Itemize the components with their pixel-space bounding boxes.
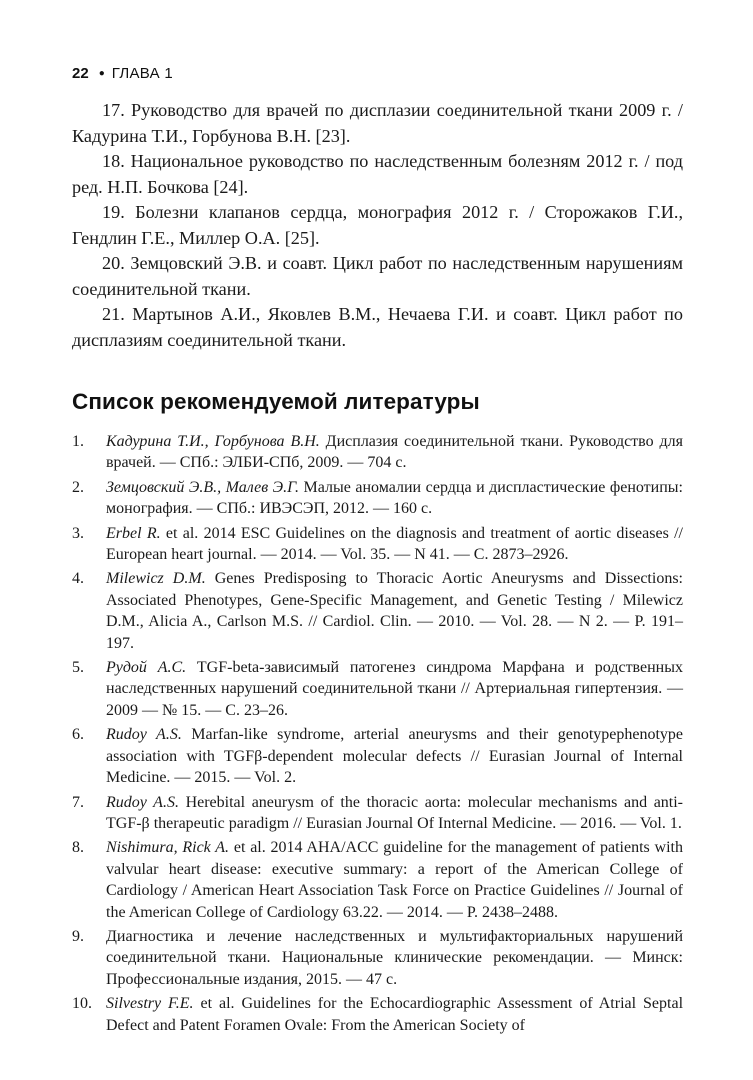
- item-number: 1.: [72, 433, 84, 450]
- item-authors: Silvestry F.E.: [106, 995, 194, 1013]
- item-text: Genes Predisposing to Thoracic Aortic Aneurysms and Dissections: Associated Phenotypes, Gene-Specific Management, and Genetic Testing / Milewicz D.M., Alicia A., Carlson M.S. // Cardiol. Clin. — 2010. — Vol. 28. — N 2. — P. 191–197.: [106, 570, 683, 652]
- item-text: et al. 2014 AHA/ACC guideline for the management of patients with valvular heart disease: executive summary: a report of the American College of Cardiology / American Heart Association Task Force on Practice Guidelines // Journal of the American College of Cardiology 63.22. — 2014. — P. 2438–2488.: [106, 839, 683, 921]
- item-number: 3.: [72, 524, 84, 542]
- item-authors: Кадурина Т.И., Горбунова В.Н.: [106, 433, 320, 450]
- book-page: [72, 62, 683, 1039]
- literature-item: [72, 837, 683, 923]
- item-text: Marfan-like syndrome, arterial aneurysms and their genotypephenotype association with TGFβ-dependent molecular defects // Eurasian Journal of Internal Medicine. — 2015. — Vol. 2.: [106, 726, 684, 787]
- page-number: 22: [72, 64, 89, 82]
- reference-item: 18. Национальное руководство по наследственным болезням 2012 г. / под ред. Н.П. Бочкова [24].: [72, 151, 683, 197]
- item-number: 8.: [72, 839, 84, 857]
- item-authors: Земцовский Э.В., Малев Э.Г.: [106, 478, 300, 496]
- recommended-literature-list: [72, 431, 683, 1036]
- previous-references: [72, 98, 683, 353]
- chapter-title: ГЛАВА 1: [111, 64, 173, 82]
- item-text: et al. Guidelines for the Echocardiographic Assessment of Atrial Septal Defect and Patent Foramen Ovale: From the American Society of: [106, 995, 684, 1034]
- literature-item: [72, 477, 683, 520]
- item-text: et al. 2014 ESC Guidelines on the diagnosis and treatment of aortic diseases // European heart journal. — 2014. — Vol. 35. — N 41. — С. 2873–2926.: [106, 524, 683, 564]
- reference-item: 19. Болезни клапанов сердца, монография 2012 г. / Сторожаков Г.И., Гендлин Г.Е., Миллер О.А. [25].: [72, 202, 683, 248]
- item-authors: Erbel R.: [106, 524, 161, 542]
- reference-item: 21. Мартынов А.И., Яковлев В.М., Нечаева Г.И. и соавт. Цикл работ по дисплазиям соединительной ткани.: [72, 304, 683, 350]
- item-text: Дисплазия соединительной ткани. Руководство для врачей. — СПб.: ЭЛБИ-СПб, 2009. — 704 с.: [106, 433, 683, 472]
- literature-item: [72, 657, 683, 721]
- item-authors: Rudoy A.S.: [106, 726, 182, 744]
- reference-item: 20. Земцовский Э.В. и соавт. Цикл работ по наследственным нарушениям соединительной ткани.: [72, 253, 683, 299]
- literature-item: [72, 792, 683, 835]
- item-number: 6.: [72, 726, 84, 744]
- item-number: 2.: [72, 478, 84, 496]
- item-number: 10.: [72, 995, 92, 1013]
- running-head: [72, 62, 683, 84]
- reference-item: 17. Руководство для врачей по дисплазии соединительной ткани 2009 г. / Кадурина Т.И., Горбунова В.Н. [23].: [72, 100, 683, 146]
- item-authors: Nishimura, Rick A.: [106, 839, 230, 857]
- literature-item: [72, 431, 683, 474]
- item-number: 9.: [72, 927, 84, 945]
- item-text: Herebital aneurysm of the thoracic aorta: molecular mechanisms and anti-TGF-β therapeutic paradigm // Eurasian Journal Of Internal Medicine. — 2016. — Vol. 1.: [106, 793, 684, 832]
- section-title: Список рекомендуемой литературы: [72, 389, 480, 414]
- item-text: Малые аномалии сердца и диспластические фенотипы: монография. — СПб.: ИВЭСЭП, 2012. — 160 с.: [106, 478, 683, 518]
- literature-item: [72, 568, 683, 654]
- item-number: 7.: [72, 793, 84, 811]
- literature-item: [72, 993, 683, 1036]
- item-text: TGF-beta-зависимый патогенез синдрома Марфана и родственных наследственных нарушений соединительной ткани // Артериальная гипертензия. — 2009 — № 15. — С. 23–26.: [106, 659, 683, 719]
- item-number: 5.: [72, 659, 84, 677]
- item-authors: Рудой А.С.: [106, 659, 187, 677]
- item-authors: Milewicz D.M.: [106, 570, 206, 588]
- literature-item: [72, 724, 683, 788]
- bullet-icon: ●: [98, 67, 105, 79]
- literature-item: [72, 926, 683, 990]
- item-authors: Rudoy A.S.: [106, 793, 179, 811]
- literature-item: [72, 523, 683, 566]
- item-number: 4.: [72, 570, 84, 588]
- item-text: Диагностика и лечение наследственных и мультифакториальных нарушений соединительной ткани. Национальные клинические рекомендации. — Минск: Профессиональные издания, 2015. — 47 с.: [106, 927, 683, 988]
